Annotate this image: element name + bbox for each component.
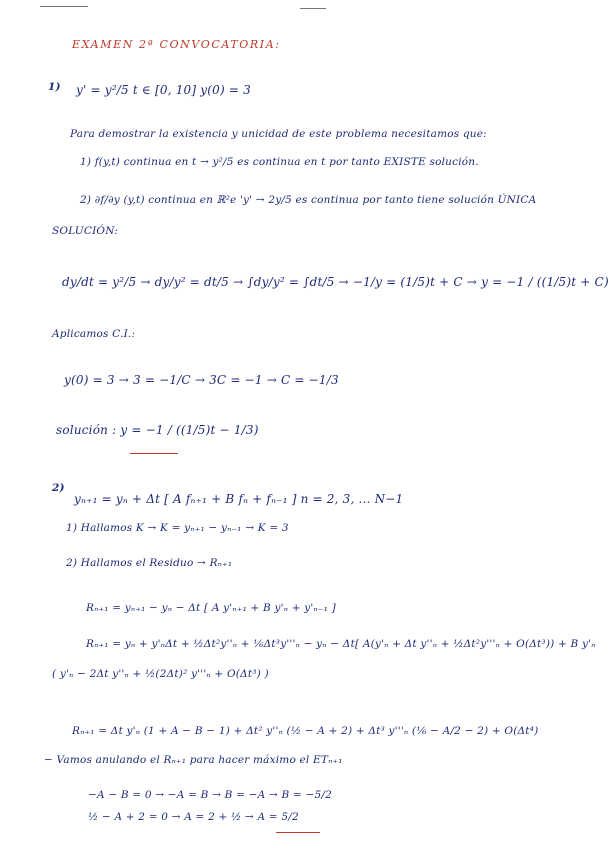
residual-collected: Rₙ₊₁ = Δt y'ₙ (1 + A − B − 1) + Δt² y''ₙ (½ − A + 2) + Δt³ y'''ₙ (⅙ − A/2 − 2) + O(Δt⁴) — [72, 725, 539, 737]
cancel-residual-note: − Vamos anulando el Rₙ₊₁ para hacer máximo el ETₙ₊₁ — [44, 754, 343, 766]
residual-taylor-expansion-cont: ( y'ₙ − 2Δt y''ₙ + ½(2Δt)² y'''ₙ + O(Δt³) ) — [52, 668, 269, 680]
problem-1-statement: y' = y²/5 t ∈ [0, 10] y(0) = 3 — [76, 83, 251, 97]
apply-initial-condition: Aplicamos C.I.: — [52, 328, 136, 340]
existence-intro: Para demostrar la existencia y unicidad de este problema necesitamos que: — [70, 128, 487, 140]
step-find-residual: 2) Hallamos el Residuo → Rₙ₊₁ — [66, 557, 233, 569]
problem-2-number: 2) — [52, 482, 65, 494]
step-find-k: 1) Hallamos K → K = yₙ₊₁ − yₙ₋₁ → K = 3 — [66, 522, 289, 534]
coefficient-equation-2: ½ − A + 2 = 0 → A = 2 + ½ → A = 5/2 — [88, 811, 299, 823]
scan-edge-mark — [40, 6, 88, 7]
residual-definition: Rₙ₊₁ = yₙ₊₁ − yₙ − Δt [ A y'ₙ₊₁ + B y'ₙ + y'ₙ₋₁ ] — [86, 602, 336, 614]
separation-of-variables: dy/dt = y²/5 → dy/y² = dt/5 → ∫dy/y² = ∫dt/5 → −1/y = (1/5)t + C → y = −1 / ((1/5)t + C) — [62, 275, 609, 289]
scan-edge-mark — [300, 8, 326, 9]
multistep-scheme: yₙ₊₁ = yₙ + Δt [ A fₙ₊₁ + B fₙ + fₙ₋₁ ] n = 2, 3, ... N−1 — [74, 492, 404, 506]
problem-1-number: 1) — [48, 81, 61, 93]
condition-1: 1) f(y,t) continua en t → y²/5 es continua en t por tanto EXISTE solución. — [80, 156, 479, 168]
exam-title: EXAMEN 2ª CONVOCATORIA: — [72, 38, 281, 51]
final-solution: solución : y = −1 / ((1/5)t − 1/3) — [56, 423, 259, 437]
solution-label: SOLUCIÓN: — [52, 225, 118, 237]
initial-condition-work: y(0) = 3 → 3 = −1/C → 3C = −1 → C = −1/3 — [64, 373, 339, 387]
solution-underline — [130, 453, 178, 454]
condition-2: 2) ∂f/∂y (y,t) continua en ℝ²e 'y' → 2y/5 es continua por tanto tiene solución ÚNICA — [80, 194, 537, 206]
coefficient-equation-1: −A − B = 0 → −A = B → B = −A → B = −5/2 — [88, 789, 332, 801]
residual-taylor-expansion: Rₙ₊₁ = yₙ + y'ₙΔt + ½Δt²y''ₙ + ⅙Δt³y'''ₙ − yₙ − Δt[ A(y'ₙ + Δt y''ₙ + ½Δt²y'''ₙ + O(Δt³)) + B y'ₙ — [86, 638, 596, 650]
result-underline — [276, 832, 320, 833]
